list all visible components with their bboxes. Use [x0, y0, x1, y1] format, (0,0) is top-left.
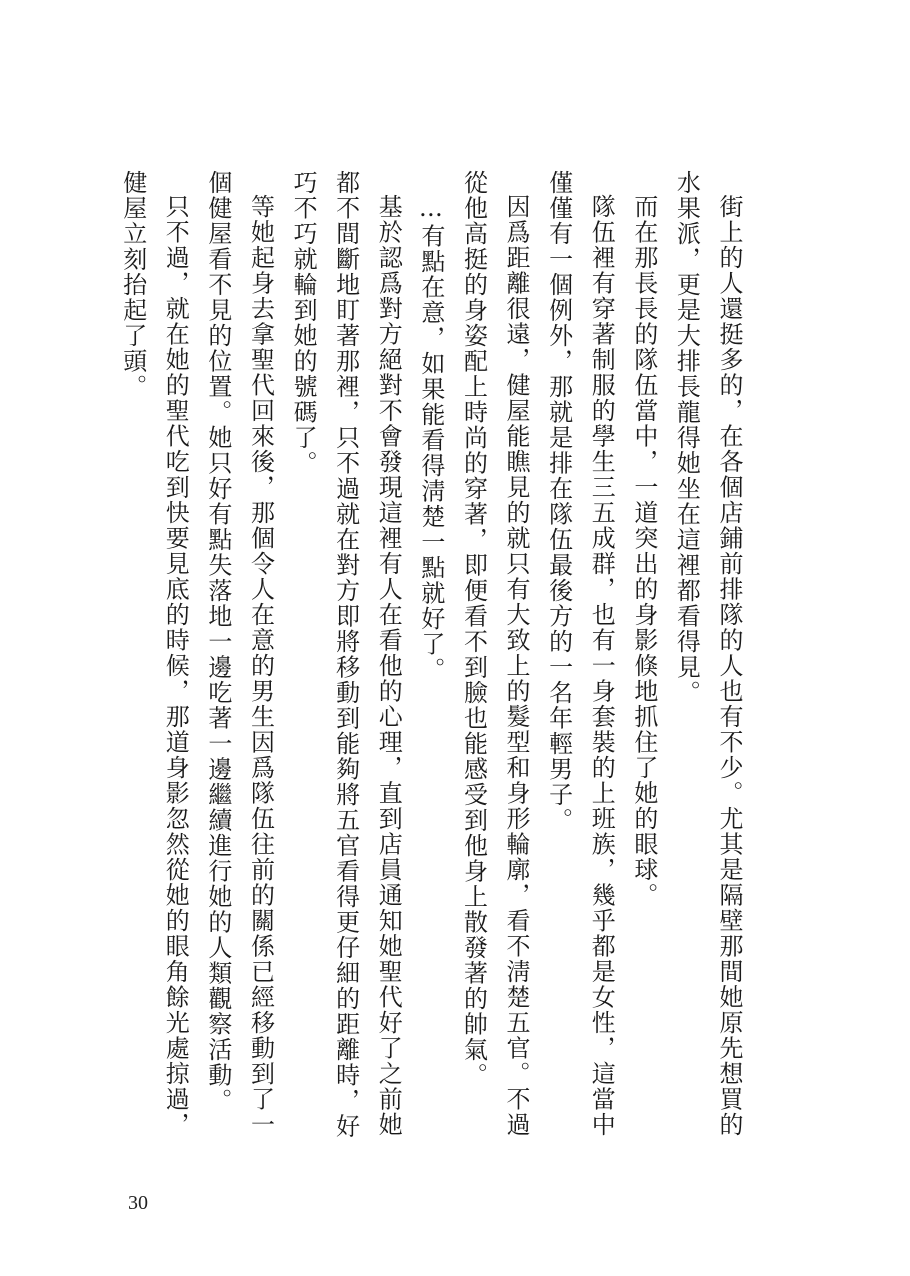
paragraph-8: 只不過，就在她的聖代吃到快要見底的時候，那道身影忽然從她的眼角餘光處掠過，健屋立刻抬起了頭。 — [118, 170, 190, 1138]
paragraph-3: 隊伍裡有穿著制服的學生三五成群，也有一身套裝的上班族，幾乎都是女性，這當中僅僅有一個例外，那就是排在隊伍最後方的一名年輕男子。 — [544, 170, 616, 1138]
page-number: 30 — [128, 1192, 148, 1214]
paragraph-1: 街上的人還挺多的，在各個店鋪前排隊的人也有不少。尤其是隔壁那間她原先想買的水果派，更是大排長龍得她坐在這裡都看得見。 — [672, 170, 743, 1138]
paragraph-7: 等她起身去拿聖代回來後，那個令人在意的男生因爲隊伍往前的關係已經移動到了一個健屋看不見的位置。她只好有點失落地一邊吃著一邊繼續進行她的人類觀察活動。 — [203, 170, 275, 1138]
vertical-text-body — [118, 170, 750, 1145]
paragraph-6: 基於認爲對方絕對不會發現這裡有人在看他的心理，直到店員通知她聖代好了之前她都不間斷地盯著那裡，只不過就在對方即將移動到能夠將五官看得更仔細的距離時，好巧不巧就輪到她的號碼了。 — [289, 170, 403, 1139]
paragraph-5: …有點在意，如果能看得淸楚一點就好了。 — [416, 194, 445, 683]
paragraph-2: 而在那長長的隊伍當中，一道突出的身影倏地抓住了她的眼球。 — [629, 194, 658, 908]
paragraph-4: 因爲距離很遠，健屋能瞧見的就只有大致上的髮型和身形輪廓，看不淸楚五官。不過從他高挺的身姿配上時尚的穿著，即便看不到臉也能感受到他身上散發著的帥氣。 — [459, 170, 531, 1138]
